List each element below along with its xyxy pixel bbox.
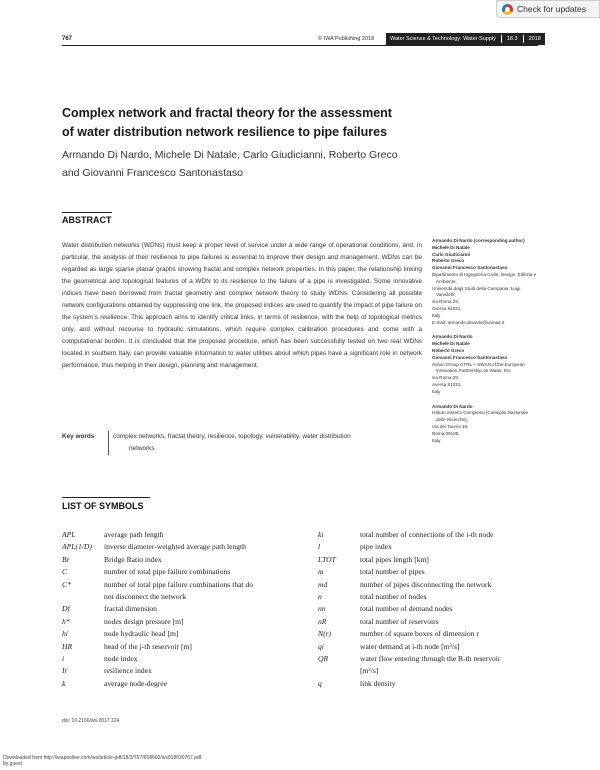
affiliation-email: E-mail: armando.dinardo@unina2.it <box>432 319 505 325</box>
symbol-row <box>318 591 558 603</box>
symbol <box>318 665 360 677</box>
header-rule <box>62 45 538 46</box>
symbol-definition: average path length <box>104 530 164 539</box>
symbol-row <box>318 653 558 665</box>
symbol <box>62 591 104 603</box>
symbol-definition: fractal dimension <box>104 604 157 614</box>
affiliation-author: Roberto Greco <box>432 347 465 353</box>
affiliation-line: Ambiente, <box>436 278 457 284</box>
symbol-row <box>62 641 312 653</box>
symbol: qi <box>318 641 324 651</box>
affiliation-line: delle Ricerche), <box>436 417 468 423</box>
journal-volume: 18.3 <box>506 36 518 42</box>
section-rule <box>62 497 150 498</box>
symbols-table-left <box>62 529 312 690</box>
symbol-definition: total number of pipes <box>360 567 425 577</box>
symbol: q <box>318 678 322 688</box>
symbol: hi <box>62 629 68 639</box>
symbol-row <box>62 591 312 603</box>
symbol: QR <box>318 654 329 664</box>
symbol: i <box>62 654 65 664</box>
symbol: C <box>62 567 68 577</box>
symbol-definition: head of the j-th reservoir [m] <box>104 641 192 651</box>
symbol: n <box>318 592 322 602</box>
symbol: ki <box>318 530 324 539</box>
update-icon <box>502 4 513 15</box>
symbol-row <box>318 566 558 578</box>
affiliation-line: via Roma 29, <box>432 299 460 305</box>
symbol-row <box>318 641 558 653</box>
symbol: C* <box>62 579 71 589</box>
symbol-definition: water flow entering through the R-th reservoir <box>360 654 501 664</box>
symbol: Ir <box>62 666 68 676</box>
symbol-row <box>62 653 312 665</box>
symbol-row <box>318 554 558 566</box>
affiliation-line: via Roma 29, <box>432 375 460 381</box>
symbol-row <box>318 541 558 553</box>
symbol-definition: Bridge Ratio index <box>104 554 162 564</box>
symbol-definition: [m³/s] <box>360 666 379 676</box>
affiliation-line: Italy <box>432 388 441 394</box>
publisher-line: © IWA Publishing 2018 <box>318 36 375 42</box>
affiliation-line: Italy <box>432 437 441 443</box>
symbols-table-right <box>318 529 558 690</box>
affiliations <box>432 238 562 452</box>
affiliation-author: Armando Di Nardo <box>432 334 473 340</box>
page-number: 767 <box>62 36 73 42</box>
download-line: by guest <box>3 761 22 767</box>
symbol-definition: link density <box>360 678 396 688</box>
affiliation-line: Italy <box>432 312 441 318</box>
affiliation-author: Giovanni Francesco Santonastaso <box>432 354 508 360</box>
symbol-row <box>62 541 312 553</box>
check-for-updates-button[interactable] <box>496 0 600 18</box>
affiliation-block <box>432 404 562 445</box>
affiliation-author: Michele Di Natale <box>432 341 470 347</box>
paper-title <box>62 104 482 142</box>
affiliation-block <box>432 238 562 326</box>
divider <box>523 35 524 43</box>
symbol-row <box>318 616 558 628</box>
journal-banner <box>386 33 545 45</box>
symbol: k <box>62 678 66 688</box>
affiliation-author: Armando Di Nardo (corresponding author) <box>432 238 525 243</box>
symbol-row <box>62 665 312 677</box>
title-line: of water distribution network resilience to pipe failures <box>62 125 388 139</box>
symbol: LTOT <box>318 554 336 564</box>
check-for-updates-label: Check for updates <box>517 4 586 14</box>
symbol-definition: total number of reservoirs <box>360 616 439 626</box>
symbol-definition: number of square boxes of dimension r <box>360 629 479 639</box>
affiliation-line: Dipartimento di Ingegneria Civile, Design, Edilizia e <box>432 271 537 277</box>
symbol: l <box>318 542 321 552</box>
symbol-row <box>318 628 558 640</box>
author-list <box>62 146 462 182</box>
abstract-text: Water distribution networks (WDNs) must keep a proper level of service under a wide range of operational conditions, and, in particular, the analysis of their resilience to pipe failures is essential to improve their design and management. WDNs can be regarded as large sparse planar graphs showing fractal and complex network properties. In this paper, the relationship linking the geometrical and topological features of a WDN to its resilience to the failure of a pipe is investigated. Some innovative indices have been borrowed from fractal geometry and complex network theory to study WDNs. Considering all possible network configurations obtained by suppressing one link, the proposed indices are used to quantify the impact of pipe failure on the system’s resilience. This approach aims to identify critical links, in terms of resilience, with the help of topological metrics only, and without recourse to hydraulic simulations, which require complex calibration procedures and come with a computational burden. It is concluded that the proposed procedure, which has been successfully tested on two real WDNs located in southern Italy, can provide valuable information to water utilities about which pipes have a significant role in network performance, thus helping in their design, planning and management. <box>62 242 422 370</box>
affiliation-line: Università degli Studi della Campania ‘Luigi <box>432 285 521 291</box>
affiliation-line: Aversa 81031, <box>432 305 462 311</box>
author-line: and Giovanni Francesco Santonastaso <box>62 167 243 179</box>
doi: doi: 10.2166/ws.2017.124 <box>62 718 120 724</box>
affiliation-line: Istituto Sistemi Complessi (Consiglio Nazionale <box>432 410 528 416</box>
keywords-list <box>108 431 351 455</box>
symbol: m <box>318 567 324 577</box>
symbol-row <box>62 603 312 615</box>
symbol: HR <box>62 641 73 651</box>
symbol-row <box>62 566 312 578</box>
symbol-row <box>318 678 558 690</box>
download-notice <box>3 755 201 767</box>
symbol-definition: node hydraulic head [m] <box>104 629 179 639</box>
symbol-definition: total number of connections of the i-th node <box>360 530 494 539</box>
affiliation-author: Giovanni Francesco Santonastaso <box>432 265 508 271</box>
symbol-row <box>62 579 312 591</box>
symbol: Df <box>62 604 70 614</box>
symbol-definition: total number of nodes <box>360 592 427 602</box>
symbol-row <box>318 603 558 615</box>
symbol-definition: number of pipes disconnecting the network <box>360 579 492 589</box>
keywords <box>62 431 422 455</box>
symbol-definition: resilience index <box>104 666 152 676</box>
symbol-definition: total number of demand nodes <box>360 604 453 614</box>
affiliation-line: Vanvitelli’, <box>436 292 457 298</box>
symbol-row <box>62 678 312 690</box>
symbol-definition: not disconnect the network <box>104 592 187 602</box>
symbol: nR <box>318 616 327 626</box>
author-line: Armando Di Nardo, Michele Di Natale, Carlo Giudicianni, Roberto Greco <box>62 149 398 161</box>
divider <box>501 35 502 43</box>
symbol-row <box>318 529 558 541</box>
symbol-definition: average node-degree <box>104 678 168 688</box>
symbol-row <box>62 529 312 541</box>
symbol: md <box>318 579 328 589</box>
journal-name: Water Science & Technology: Water Supply <box>390 36 496 42</box>
symbol-definition: node index <box>104 654 138 664</box>
symbol-row <box>318 579 558 591</box>
abstract-body <box>62 240 422 373</box>
affiliation-author: Armando Di Nardo <box>432 403 473 409</box>
symbol-row <box>62 554 312 566</box>
symbol-row <box>318 665 558 677</box>
section-rule <box>62 212 112 213</box>
affiliation-author: Roberto Greco <box>432 258 465 264</box>
affiliation-author: Carlo Giudicianni <box>432 251 471 257</box>
symbol-definition: water demand at i-th node [m³/s] <box>360 641 460 651</box>
symbol-definition: number of total pipe failure combinations that do <box>104 579 254 589</box>
symbol-row <box>62 628 312 640</box>
symbols-heading: LIST OF SYMBOLS <box>62 501 144 511</box>
download-line: Downloaded from http://iwaponline.com/ws/article-pdf/18/3/767/658660/ws018030767.pdf <box>3 755 202 761</box>
keywords-label: Key words <box>62 433 95 440</box>
symbol: nn <box>318 604 326 614</box>
affiliation-line: Aversa 81031, <box>432 381 462 387</box>
affiliation-line: Innovation Partnership on Water, EU <box>436 368 511 374</box>
symbol: APL <box>62 530 76 539</box>
keywords-line: complex networks, fractal theory, resilience, topology, vulnerability, water distribution <box>113 433 351 440</box>
affiliation-line: Action Group CTRL + SWAN of the European <box>432 361 525 367</box>
keywords-line: networks <box>129 445 155 452</box>
symbol-row <box>62 616 312 628</box>
symbol: Br <box>62 554 70 564</box>
symbol-definition: total pipes length [km] <box>360 554 429 564</box>
symbol-definition: number of total pipe failure combinations <box>104 567 231 577</box>
symbol: h* <box>62 616 70 626</box>
symbol: APL(1/D) <box>62 542 92 552</box>
symbol-definition: nodes design pressure [m] <box>104 616 184 626</box>
title-line: Complex network and fractal theory for the assessment <box>62 106 392 120</box>
symbol-definition: inverse diameter-weighted average path length <box>104 542 246 552</box>
affiliation-line: Roma 00185, <box>432 430 460 436</box>
symbol: N(r) <box>318 629 332 639</box>
affiliation-author: Michele Di Natale <box>432 244 470 250</box>
abstract-heading: ABSTRACT <box>62 215 112 225</box>
journal-year: 2018 <box>528 36 541 42</box>
affiliation-block <box>432 334 562 395</box>
affiliation-line: Via dei Taurini 19, <box>432 423 469 429</box>
symbol-definition: pipe index <box>360 542 392 552</box>
